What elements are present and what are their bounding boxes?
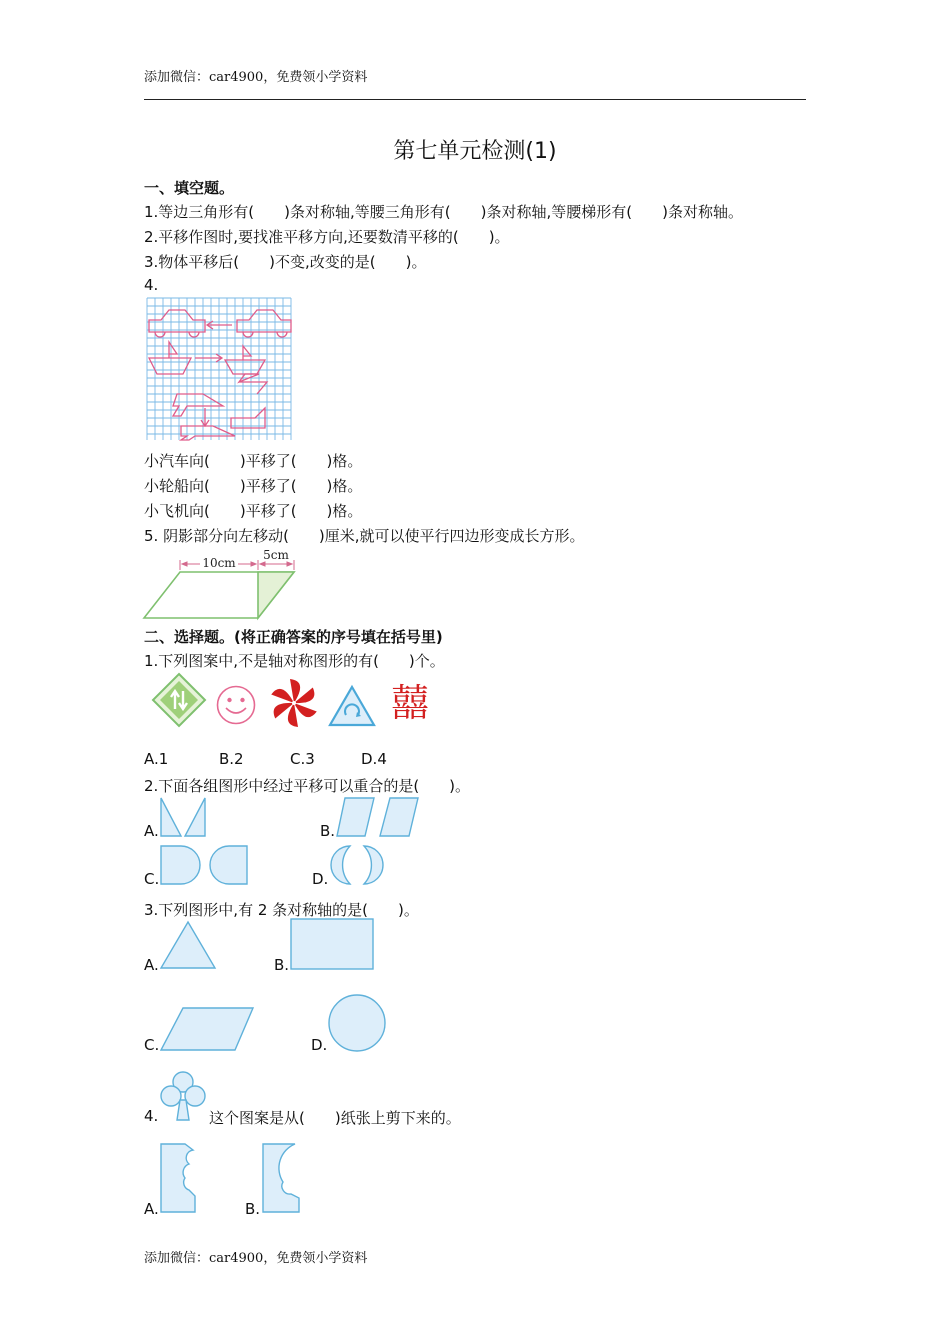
q3-a-triangle <box>159 920 217 970</box>
arrow-down <box>201 408 209 426</box>
diamond-arrows-icon <box>152 673 206 727</box>
s2-q3-option-a: A. <box>144 956 159 974</box>
club-pattern-icon <box>159 1070 207 1122</box>
s2-q1-option-b: B.2 <box>219 750 244 768</box>
s1-question-5: 5. 阴影部分向左移动( )厘米,就可以使平行四边形变成长方形。 <box>144 527 585 545</box>
s1-question-2: 2.平移作图时,要找准平移方向,还要数清平移的( )。 <box>144 228 510 246</box>
s2-q3-option-d: D. <box>311 1036 328 1054</box>
s2-q2-option-d: D. <box>312 870 329 888</box>
s1-q4-line-plane: 小飞机向( )平移了( )格。 <box>144 502 363 520</box>
q2-c-semicircles <box>159 844 251 886</box>
s2-question-4-number: 4. <box>144 1107 159 1125</box>
recycle-triangle-icon <box>328 685 376 727</box>
arrow-right <box>195 354 222 362</box>
s2-q2-option-c: C. <box>144 870 160 888</box>
page-title: 第七单元检测(1) <box>393 139 557 164</box>
smiley-face-icon <box>216 685 256 725</box>
s1-q4-line-car: 小汽车向( )平移了( )格。 <box>144 452 363 470</box>
pinwheel-icon <box>268 678 320 728</box>
parallelogram-figure <box>144 546 298 622</box>
s1-question-1: 1.等边三角形有( )条对称轴,等腰三角形有( )条对称轴,等腰梯形有( )条对称轴。 <box>144 203 743 221</box>
s2-q1-option-a: A.1 <box>144 750 169 768</box>
car-original <box>149 310 205 332</box>
q3-d-circle <box>327 993 387 1053</box>
base-length-label: 10cm <box>202 556 236 570</box>
plane-original <box>173 394 223 416</box>
s2-q3-option-c: C. <box>144 1036 160 1054</box>
s2-q4-option-a: A. <box>144 1200 159 1218</box>
s1-question-3: 3.物体平移后( )不变,改变的是( )。 <box>144 253 427 271</box>
s1-q4-line-boat: 小轮船向( )平移了( )格。 <box>144 477 363 495</box>
s2-q3-option-b: B. <box>274 956 290 974</box>
q3-c-parallelogram <box>159 1006 255 1052</box>
section1-heading: 一、填空题。 <box>144 179 235 197</box>
double-happiness-icon: 囍 <box>390 681 429 725</box>
q4-b-paper-shape <box>261 1142 303 1216</box>
header-divider <box>144 99 806 100</box>
s2-q1-option-c: C.3 <box>290 750 315 768</box>
s2-question-3: 3.下列图形中,有 2 条对称轴的是( )。 <box>144 901 419 919</box>
s2-q1-option-d: D.4 <box>361 750 387 768</box>
translation-grid-figure <box>147 298 291 440</box>
header-text: 添加微信：car4900，免费领小学资料 <box>144 70 368 85</box>
shift-length-label: 5cm <box>263 548 289 562</box>
s2-q4-option-b: B. <box>245 1200 261 1218</box>
q2-a-triangles <box>159 796 209 838</box>
section2-heading: 二、选择题。(将正确答案的序号填在括号里) <box>144 628 443 646</box>
q4-a-paper-shape <box>159 1142 199 1216</box>
s2-q2-option-a: A. <box>144 822 159 840</box>
q2-b-parallelograms <box>336 796 420 838</box>
s2-question-2: 2.下面各组图形中经过平移可以重合的是( )。 <box>144 777 471 795</box>
footer-text: 添加微信：car4900，免费领小学资料 <box>144 1251 368 1266</box>
s1-question-4: 4. <box>144 276 159 294</box>
q2-d-crescents <box>328 844 388 886</box>
s2-q2-option-b: B. <box>320 822 336 840</box>
q3-b-rectangle <box>290 918 376 970</box>
s2-question-4-text: 这个图案是从( )纸张上剪下来的。 <box>209 1109 461 1127</box>
s2-question-1: 1.下列图案中,不是轴对称图形的有( )个。 <box>144 652 445 670</box>
